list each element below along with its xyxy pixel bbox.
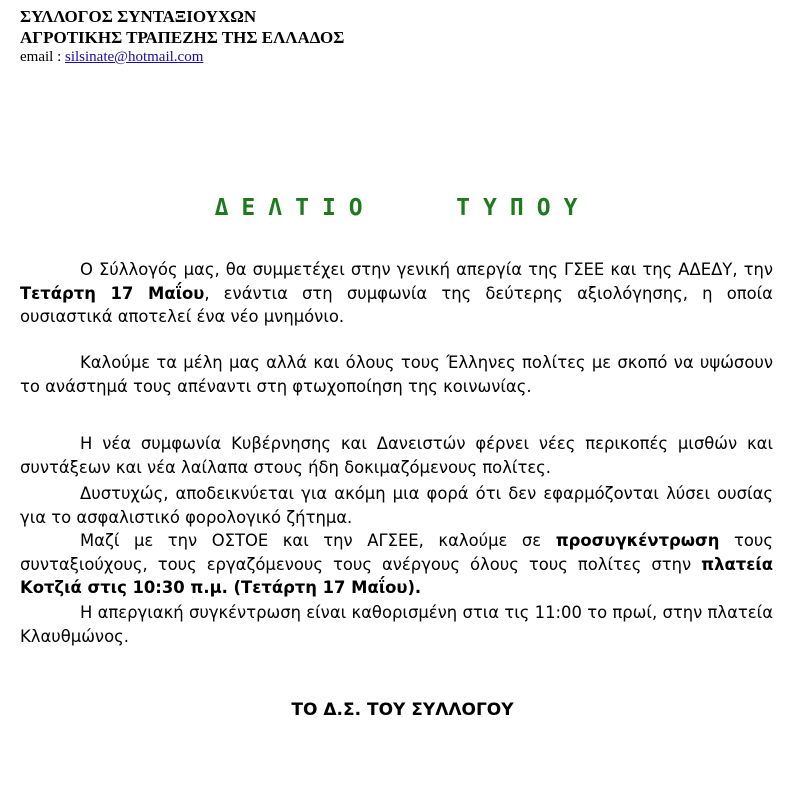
letterhead [20, 6, 344, 67]
paragraph-strike-gathering [20, 601, 773, 648]
p2-text: Καλούμε τα μέλη μας αλλά και όλους τους Έλληνες πολίτες με σκοπό να υψώσουν το ανάστημά τους απέναντι στη φτωχοποίηση της κοινωνίας. [20, 353, 773, 396]
p1-date-bold: Τετάρτη 17 Μαΐου [20, 283, 205, 303]
p5-bold-pregathering: προσυγκέντρωση [555, 531, 720, 550]
p1-text-c: , ενάντια στη συμφωνία της δεύτερης αξιολόγησης, η οποία ουσιαστικά αποτελεί ένα νέο μνημόνιο. [20, 283, 773, 326]
paragraph-strike-participation [20, 258, 773, 329]
email-label: email : [20, 49, 65, 65]
email-link[interactable]: silsinate@hotmail.com [65, 49, 204, 65]
org-name-line2: ΑΓΡΟΤΙΚΗΣ ΤΡΑΠΕΖΗΣ ΤΗΣ ΕΛΛΑΔΟΣ [20, 28, 345, 47]
paragraph-call-to-members [20, 351, 773, 398]
signature: ΤΟ Δ.Σ. ΤΟΥ ΣΥΛΛΟΓΟΥ [291, 700, 514, 720]
org-name-line1: ΣΥΛΛΟΓΟΣ ΣΥΝΤΑΞΙΟΥΧΩΝ [20, 7, 257, 26]
p3-text: Η νέα συμφωνία Κυβέρνησης και Δανειστών φέρνει νέες περικοπές μισθών και συντάξεων και νέα λαίλαπα στους ήδη δοκιμαζόμενους πολίτες. [20, 434, 773, 477]
document-title: ΔΕΛΤΙΟ ΤΥΠΟΥ [214, 195, 591, 221]
p5-bold-location-time: πλατεία Κοτζιά στις 10:30 π.μ. (Τετάρτη 17 Μαΐου). [20, 554, 773, 597]
p1-text-a: Ο Σύλλογός μας, θα συμμετέχει στην γενική απεργία της ΓΣΕΕ και της ΑΔΕΔΥ, την [80, 260, 773, 279]
email-line [20, 48, 344, 67]
paragraph-new-agreement [20, 432, 773, 479]
p4-text: Δυστυχώς, αποδεικνύεται για ακόμη μια φορά ότι δεν εφαρμόζονται λύσει ουσίας για το ασφαλιστικό φορολογικό ζήτημα. [20, 484, 773, 527]
paragraph-no-solutions [20, 482, 773, 529]
p5-text-a: Μαζί με την ΟΣΤΟΕ και την ΑΓΣΕΕ, καλούμε σε [80, 531, 556, 550]
paragraph-pre-gathering [20, 529, 773, 600]
p6-text: Η απεργιακή συγκέντρωση είναι καθορισμένη στια τις 11:00 το πρωί, στην πλατεία Κλαυθμώνος. [20, 603, 773, 646]
p5-text-c: τους συνταξιούχους, τους εργαζόμενους τους ανέργους όλους τους πολίτες στην [20, 531, 773, 574]
